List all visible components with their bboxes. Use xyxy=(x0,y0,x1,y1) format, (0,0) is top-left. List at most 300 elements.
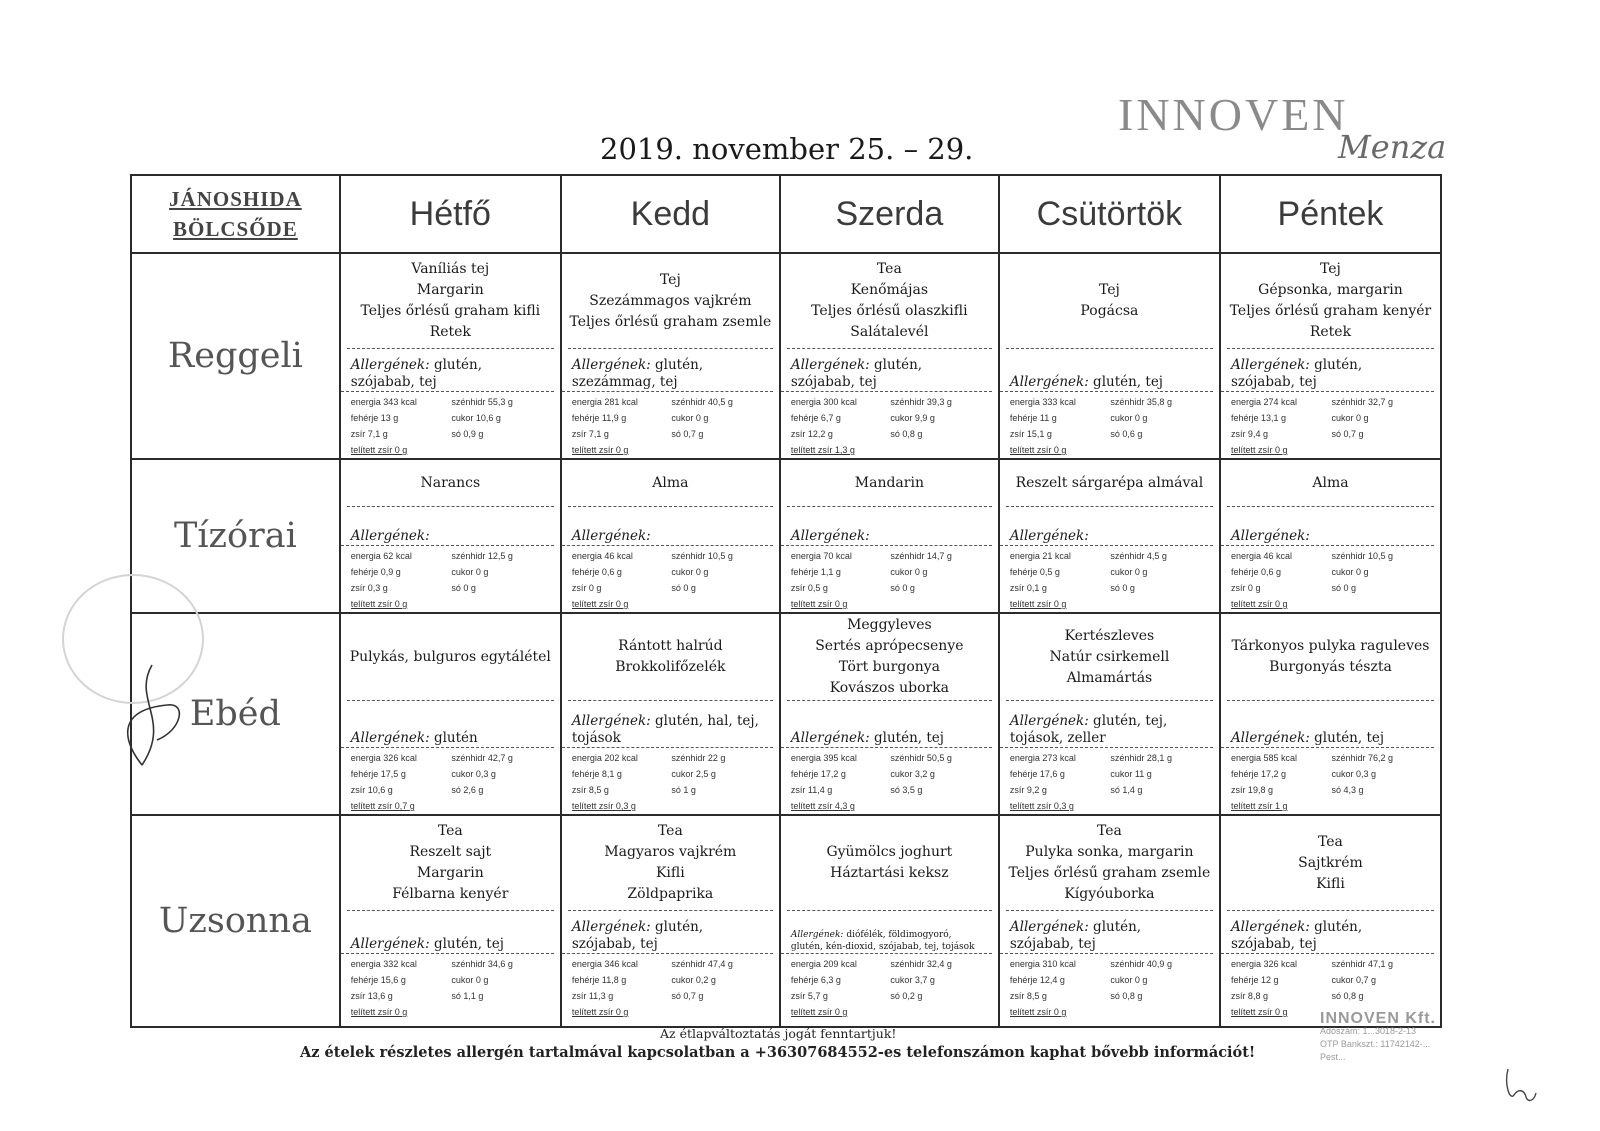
dish-item: Brokkolifőzelék xyxy=(615,659,726,675)
nutrition-zsir: zsír 8,8 g xyxy=(1230,991,1268,1001)
nutrition-telitett: telített zsír 0 g xyxy=(1009,1007,1067,1017)
dish-list xyxy=(1006,254,1213,349)
allergen-label: Allergének: xyxy=(571,919,651,935)
menu-cell xyxy=(561,815,780,1027)
dish-item: Zöldpaprika xyxy=(627,886,714,902)
dish-item: Tea xyxy=(657,823,683,839)
nutrition-telitett: telített zsír 4,3 g xyxy=(790,801,855,811)
menu-cell xyxy=(999,253,1220,459)
dish-list xyxy=(347,816,554,911)
allergen-label: Allergének: xyxy=(1230,730,1310,746)
dish-list xyxy=(1006,614,1213,701)
nutrition-telitett: telített zsír 0 g xyxy=(350,1007,408,1017)
nutrition-zsir: zsír 5,7 g xyxy=(790,991,828,1001)
nutrition-telitett: telített zsír 0 g xyxy=(1230,1007,1288,1017)
day-header-thursday: Csütörtök xyxy=(999,175,1220,253)
nutrition-facts xyxy=(781,392,998,458)
dish-item: Tej xyxy=(659,271,681,288)
allergen-list: glutén, szójabab, tej xyxy=(1230,919,1363,952)
nutrition-feherje: fehérje 11,9 g xyxy=(571,413,627,423)
nutrition-so: só 0,8 g xyxy=(1110,991,1143,1001)
allergen-info xyxy=(1221,701,1434,748)
nutrition-so: só 4,3 g xyxy=(1331,785,1364,795)
nutrition-energia: energia 585 kcal xyxy=(1230,753,1297,763)
nutrition-energia: energia 281 kcal xyxy=(571,397,638,407)
nutrition-feherje: fehérje 13 g xyxy=(350,413,399,423)
nutrition-szenhidrat: szénhidr 28,1 g xyxy=(1110,753,1172,763)
nutrition-feherje: fehérje 6,7 g xyxy=(790,413,841,423)
nutrition-so: só 2,6 g xyxy=(451,785,484,795)
allergen-info xyxy=(781,507,992,546)
allergen-info xyxy=(781,701,992,748)
nutrition-feherje: fehérje 15,6 g xyxy=(350,975,406,985)
dish-item: Alma xyxy=(652,474,689,491)
nutrition-cukor: cukor 0 g xyxy=(1331,413,1369,423)
nutrition-so: só 0 g xyxy=(671,583,696,593)
nutrition-telitett: telített zsír 0 g xyxy=(790,599,848,609)
dish-item: Teljes őrlésű graham kifli xyxy=(360,303,541,319)
company-stamp-city: Pest... xyxy=(1320,1052,1346,1062)
signature-icon xyxy=(112,660,202,770)
nutrition-energia: energia 310 kcal xyxy=(1009,959,1076,969)
dish-list xyxy=(568,816,773,911)
dish-list xyxy=(347,614,554,701)
allergen-label: Allergének: xyxy=(350,730,430,746)
nutrition-zsir: zsír 0,3 g xyxy=(350,583,388,593)
dish-item: Kifli xyxy=(1316,875,1345,892)
nutrition-cukor: cukor 0 g xyxy=(1331,567,1369,577)
nutrition-feherje: fehérje 8,1 g xyxy=(571,769,622,779)
dish-item: Margarin xyxy=(416,865,484,881)
nutrition-so: só 0 g xyxy=(890,583,915,593)
dish-item: Tea xyxy=(1096,823,1122,839)
nutrition-so: só 0,7 g xyxy=(671,991,704,1001)
meal-label: Reggeli xyxy=(131,253,340,459)
nutrition-szenhidrat: szénhidr 22 g xyxy=(671,753,726,763)
dish-item: Retek xyxy=(1309,324,1352,340)
dish-item: Meggyleves xyxy=(847,617,932,633)
nutrition-cukor: cukor 0 g xyxy=(890,567,928,577)
allergen-list: glutén, szójabab, tej xyxy=(571,919,704,952)
nutrition-szenhidrat: szénhidr 14,7 g xyxy=(890,551,952,561)
dish-item: Natúr csirkemell xyxy=(1049,648,1170,665)
nutrition-facts xyxy=(1221,546,1440,612)
nutrition-cukor: cukor 3,2 g xyxy=(890,769,935,779)
menu-cell xyxy=(340,253,561,459)
nutrition-so: só 0,8 g xyxy=(890,429,923,439)
nutrition-cukor: cukor 0 g xyxy=(671,567,709,577)
nutrition-zsir: zsír 0 g xyxy=(571,583,602,593)
nutrition-zsir: zsír 0,5 g xyxy=(790,583,828,593)
day-header-tuesday: Kedd xyxy=(561,175,780,253)
dish-item: Tea xyxy=(437,823,463,839)
dish-item: Tea xyxy=(876,261,902,277)
nutrition-so: só 1,4 g xyxy=(1110,785,1143,795)
nutrition-so: só 0,2 g xyxy=(890,991,923,1001)
allergen-label: Allergének: xyxy=(571,357,651,373)
nutrition-zsir: zsír 0 g xyxy=(1230,583,1261,593)
menu-cell xyxy=(561,459,780,613)
allergen-label: Allergének: xyxy=(1230,919,1310,935)
allergen-list: glutén, hal, tej, tojások xyxy=(571,713,759,746)
nutrition-zsir: zsír 15,1 g xyxy=(1009,429,1052,439)
nutrition-energia: energia 209 kcal xyxy=(790,959,857,969)
nutrition-cukor: cukor 0 g xyxy=(671,413,709,423)
nutrition-facts xyxy=(1000,392,1219,458)
allergen-list: glutén, tej xyxy=(1093,374,1163,390)
dish-item: Gyümölcs joghurt xyxy=(826,844,953,860)
nutrition-telitett: telített zsír 0 g xyxy=(571,599,629,609)
nutrition-zsir: zsír 7,1 g xyxy=(350,429,388,439)
nutrition-energia: energia 326 kcal xyxy=(350,753,417,763)
menu-cell xyxy=(340,613,561,815)
allergen-info xyxy=(341,911,554,954)
allergen-contact-info: Az ételek részletes allergén tartalmával kapcsolatban a +36307684552-es telefonszámon kaphat bővebb információt! xyxy=(300,1044,1256,1061)
nutrition-telitett: telített zsír 1,3 g xyxy=(790,445,855,455)
nutrition-energia: energia 46 kcal xyxy=(1230,551,1292,561)
allergen-info xyxy=(1221,911,1434,954)
nutrition-energia: energia 46 kcal xyxy=(571,551,633,561)
nutrition-zsir: zsír 7,1 g xyxy=(571,429,609,439)
nutrition-zsir: zsír 8,5 g xyxy=(1009,991,1047,1001)
dish-item: Reszelt sárgarépa almával xyxy=(1015,474,1204,491)
nutrition-so: só 3,5 g xyxy=(890,785,923,795)
dish-item: Burgonyás tészta xyxy=(1269,659,1392,675)
dish-list xyxy=(347,254,554,349)
nursery-name-line2: BÖLCSŐDE xyxy=(173,217,298,241)
nutrition-energia: energia 326 kcal xyxy=(1230,959,1297,969)
allergen-label: Allergének: xyxy=(571,713,651,729)
dish-item: Kovászos uborka xyxy=(829,680,950,696)
dish-item: Mandarin xyxy=(854,474,924,491)
nutrition-energia: energia 202 kcal xyxy=(571,753,638,763)
menu-cell xyxy=(340,815,561,1027)
dish-item: Tej xyxy=(1098,282,1120,298)
nutrition-energia: energia 333 kcal xyxy=(1009,397,1076,407)
menu-cell xyxy=(780,253,999,459)
nutrition-feherje: fehérje 6,3 g xyxy=(790,975,841,985)
nutrition-so: só 0,7 g xyxy=(1331,429,1364,439)
dish-item: Sertés aprópecsenye xyxy=(815,638,964,654)
nutrition-szenhidrat: szénhidr 35,8 g xyxy=(1110,397,1172,407)
meal-label: Ebéd xyxy=(131,613,340,815)
dish-item: Alma xyxy=(1312,474,1349,491)
nutrition-szenhidrat: szénhidr 34,6 g xyxy=(451,959,513,969)
nutrition-zsir: zsír 10,6 g xyxy=(350,785,393,795)
dish-item: Teljes őrlésű graham zsemle xyxy=(1008,865,1211,881)
dish-list xyxy=(1227,614,1434,701)
nutrition-feherje: fehérje 17,2 g xyxy=(1230,769,1286,779)
allergen-info xyxy=(341,349,554,392)
allergen-label: Allergének: xyxy=(1009,374,1089,390)
dish-item: Almamártás xyxy=(1066,669,1153,686)
nutrition-cukor: cukor 2,5 g xyxy=(671,769,716,779)
nutrition-telitett: telített zsír 0 g xyxy=(1009,445,1067,455)
allergen-label: Allergének: xyxy=(790,730,870,746)
dish-item: Kifli xyxy=(655,865,685,881)
nutrition-szenhidrat: szénhidr 39,3 g xyxy=(890,397,952,407)
nutrition-zsir: zsír 19,8 g xyxy=(1230,785,1273,795)
nutrition-cukor: cukor 0 g xyxy=(1110,567,1148,577)
nutrition-energia: energia 21 kcal xyxy=(1009,551,1071,561)
nutrition-facts xyxy=(341,546,560,612)
nutrition-szenhidrat: szénhidr 47,4 g xyxy=(671,959,733,969)
nutrition-facts xyxy=(562,748,779,814)
dish-item: Gépsonka, margarin xyxy=(1258,282,1403,298)
nutrition-szenhidrat: szénhidr 55,3 g xyxy=(451,397,513,407)
nutrition-cukor: cukor 0 g xyxy=(1110,975,1148,985)
nutrition-energia: energia 332 kcal xyxy=(350,959,417,969)
nutrition-facts xyxy=(562,546,779,612)
menu-cell xyxy=(780,613,999,815)
nutrition-cukor: cukor 9,9 g xyxy=(890,413,935,423)
nutrition-so: só 0,8 g xyxy=(1331,991,1364,1001)
dish-list xyxy=(568,254,773,349)
innoven-logo xyxy=(1118,84,1458,164)
nutrition-facts xyxy=(562,954,779,1020)
menu-cell xyxy=(999,459,1220,613)
allergen-label: Allergének: xyxy=(571,528,651,544)
nutrition-cukor: cukor 10,6 g xyxy=(451,413,501,423)
nutrition-zsir: zsír 13,6 g xyxy=(350,991,393,1001)
dish-item: Tej xyxy=(1320,261,1341,277)
allergen-info xyxy=(562,701,773,748)
dish-list xyxy=(568,460,773,507)
allergen-list: glutén xyxy=(433,730,478,746)
dish-item: Szezámmagos vajkrém xyxy=(589,292,752,309)
allergen-label: Allergének: xyxy=(1230,357,1310,373)
allergen-info xyxy=(341,701,554,748)
company-stamp xyxy=(1320,1012,1530,1090)
nutrition-cukor: cukor 0 g xyxy=(451,567,489,577)
nutrition-telitett: telített zsír 0 g xyxy=(1009,599,1067,609)
allergen-info xyxy=(1000,349,1213,392)
nutrition-zsir: zsír 12,2 g xyxy=(790,429,833,439)
dish-list xyxy=(568,614,773,701)
nutrition-cukor: cukor 11 g xyxy=(1110,769,1152,779)
dish-item: Teljes őrlésű olaszkifli xyxy=(811,303,968,319)
dish-item: Tört burgonya xyxy=(838,659,941,675)
nutrition-telitett: telített zsír 0 g xyxy=(571,445,629,455)
dish-item: Pogácsa xyxy=(1080,303,1139,319)
dish-item: Tárkonyos pulyka raguleves xyxy=(1231,638,1430,654)
dish-list xyxy=(1227,460,1434,507)
nutrition-feherje: fehérje 11 g xyxy=(1009,413,1057,423)
dish-item: Tea xyxy=(1318,833,1343,850)
nutrition-feherje: fehérje 0,5 g xyxy=(1009,567,1060,577)
dish-item: Pulykás, bulguros egytálétel xyxy=(349,648,551,665)
company-stamp-tax: Adószám: 1...3018-2-13 xyxy=(1320,1026,1417,1036)
company-stamp-name: INNOVEN Kft. xyxy=(1320,1010,1436,1027)
nutrition-cukor: cukor 0 g xyxy=(451,975,489,985)
allergen-list: glutén, tej xyxy=(874,730,944,746)
allergen-list: glutén, szezámmag, tej xyxy=(571,357,704,390)
nutrition-facts xyxy=(1221,748,1440,814)
dish-item: Kenőmájas xyxy=(850,282,929,298)
nutrition-feherje: fehérje 12,4 g xyxy=(1009,975,1065,985)
dish-item: Kígyóuborka xyxy=(1064,886,1155,902)
nutrition-energia: energia 346 kcal xyxy=(571,959,638,969)
allergen-info xyxy=(1221,349,1434,392)
dish-list xyxy=(1227,816,1434,911)
dish-list xyxy=(1006,460,1213,507)
allergen-list: glutén, tej xyxy=(1314,730,1385,746)
nutrition-energia: energia 62 kcal xyxy=(350,551,412,561)
nursery-name xyxy=(131,175,340,253)
allergen-label: Allergének: xyxy=(1009,713,1089,729)
allergen-label: Allergének: xyxy=(350,357,430,373)
allergen-list: glutén, szójabab, tej xyxy=(1009,919,1142,952)
nutrition-zsir: zsír 9,4 g xyxy=(1230,429,1268,439)
nutrition-facts xyxy=(341,748,560,814)
nutrition-facts xyxy=(1000,748,1219,814)
nutrition-telitett: telített zsír 0 g xyxy=(790,1007,848,1017)
nutrition-facts xyxy=(781,546,998,612)
nutrition-szenhidrat: szénhidr 10,5 g xyxy=(671,551,733,561)
nutrition-feherje: fehérje 1,1 g xyxy=(790,567,841,577)
nutrition-telitett: telített zsír 0 g xyxy=(350,445,408,455)
allergen-info xyxy=(781,349,992,392)
nutrition-szenhidrat: szénhidr 10,5 g xyxy=(1331,551,1394,561)
allergen-info xyxy=(562,349,773,392)
nutrition-cukor: cukor 0,7 g xyxy=(1331,975,1376,985)
nutrition-zsir: zsír 11,4 g xyxy=(790,785,833,795)
nutrition-telitett: telített zsír 0 g xyxy=(571,1007,629,1017)
nutrition-feherje: fehérje 12 g xyxy=(1230,975,1279,985)
allergen-label: Allergének: xyxy=(790,357,870,373)
allergen-info xyxy=(562,911,773,954)
logo-name: INNOVEN xyxy=(1118,89,1349,140)
allergen-label: Allergének: xyxy=(350,936,430,952)
nutrition-szenhidrat: szénhidr 50,5 g xyxy=(890,753,952,763)
meal-row xyxy=(131,815,1441,1027)
nutrition-szenhidrat: szénhidr 42,7 g xyxy=(451,753,513,763)
menu-cell xyxy=(1220,253,1441,459)
weekly-menu-table xyxy=(130,174,1442,1028)
allergen-info xyxy=(1000,507,1213,546)
dish-item: Teljes őrlésű graham kenyér xyxy=(1229,303,1432,319)
nutrition-feherje: fehérje 13,1 g xyxy=(1230,413,1286,423)
dish-item: Salátalevél xyxy=(850,324,929,340)
nutrition-feherje: fehérje 17,6 g xyxy=(1009,769,1065,779)
company-stamp-bank: OTP Bankszt.: 11742142-... xyxy=(1320,1039,1431,1049)
menu-date-title: 2019. november 25. – 29. xyxy=(600,132,974,166)
nutrition-energia: energia 274 kcal xyxy=(1230,397,1297,407)
nutrition-facts xyxy=(1000,954,1219,1020)
nutrition-cukor: cukor 0,2 g xyxy=(671,975,716,985)
allergen-list: glutén, szójabab, tej xyxy=(350,357,483,390)
day-header-friday: Péntek xyxy=(1220,175,1441,253)
allergen-info xyxy=(781,911,992,954)
nutrition-zsir: zsír 8,5 g xyxy=(571,785,609,795)
nutrition-szenhidrat: szénhidr 40,9 g xyxy=(1110,959,1172,969)
meal-row xyxy=(131,459,1441,613)
nutrition-szenhidrat: szénhidr 32,4 g xyxy=(890,959,952,969)
nutrition-facts xyxy=(1221,392,1440,458)
dish-list xyxy=(347,460,554,507)
nutrition-feherje: fehérje 17,5 g xyxy=(350,769,406,779)
nutrition-zsir: zsír 0,1 g xyxy=(1009,583,1047,593)
dish-item: Teljes őrlésű graham zsemle xyxy=(569,313,772,330)
nutrition-feherje: fehérje 11,8 g xyxy=(571,975,627,985)
nutrition-so: só 1 g xyxy=(671,785,696,795)
nutrition-telitett: telített zsír 1 g xyxy=(1230,801,1288,811)
nutrition-so: só 0,7 g xyxy=(671,429,704,439)
allergen-list: glutén, szójabab, tej xyxy=(1230,357,1363,390)
nutrition-energia: energia 300 kcal xyxy=(790,397,857,407)
menu-cell xyxy=(1220,815,1441,1027)
menu-change-notice: Az étlapváltoztatás jogát fenntartjuk! xyxy=(660,1026,897,1041)
dish-item: Kertészleves xyxy=(1064,627,1155,644)
allergen-label: Allergének: xyxy=(350,528,430,544)
nutrition-energia: energia 395 kcal xyxy=(790,753,857,763)
dish-item: Retek xyxy=(429,324,471,340)
nutrition-szenhidrat: szénhidr 76,2 g xyxy=(1331,753,1394,763)
allergen-list: glutén, tej, tojások, zeller xyxy=(1009,713,1168,746)
allergen-list: glutén, szójabab, tej xyxy=(790,357,923,390)
nutrition-feherje: fehérje 0,6 g xyxy=(571,567,622,577)
nutrition-szenhidrat: szénhidr 47,1 g xyxy=(1331,959,1394,969)
nutrition-cukor: cukor 0,3 g xyxy=(1331,769,1376,779)
nutrition-energia: energia 70 kcal xyxy=(790,551,852,561)
menu-cell xyxy=(561,613,780,815)
dish-item: Narancs xyxy=(420,474,481,491)
nutrition-so: só 0 g xyxy=(1110,583,1135,593)
allergen-label: Allergének: xyxy=(790,528,870,544)
allergen-label: Allergének: xyxy=(1009,528,1089,544)
nutrition-energia: energia 273 kcal xyxy=(1009,753,1076,763)
nutrition-telitett: telített zsír 0,7 g xyxy=(350,801,415,811)
nutrition-facts xyxy=(1000,546,1219,612)
nutrition-feherje: fehérje 17,2 g xyxy=(790,769,846,779)
nutrition-facts xyxy=(341,392,560,458)
nutrition-telitett: telített zsír 0,3 g xyxy=(1009,801,1074,811)
dish-list xyxy=(787,254,992,349)
menu-cell xyxy=(999,815,1220,1027)
dish-list xyxy=(1227,254,1434,349)
dish-item: Pulyka sonka, margarin xyxy=(1025,844,1194,860)
header-row xyxy=(131,175,1441,253)
allergen-info xyxy=(341,507,554,546)
nutrition-szenhidrat: szénhidr 12,5 g xyxy=(451,551,513,561)
allergen-list: diófélék, földimogyoró, glutén, kén-dioxid, szójabab, tej, tojások xyxy=(790,930,975,952)
dish-item: Vaníliás tej xyxy=(411,261,490,277)
meal-row xyxy=(131,613,1441,815)
meal-row xyxy=(131,253,1441,459)
dish-list xyxy=(787,816,992,911)
allergen-label: Allergének: xyxy=(1230,528,1310,544)
dish-list xyxy=(1006,816,1213,911)
allergen-label: Allergének: xyxy=(790,930,844,940)
nutrition-zsir: zsír 11,3 g xyxy=(571,991,614,1001)
logo-sub: Menza xyxy=(1338,128,1447,166)
dish-item: Háztartási keksz xyxy=(830,865,949,881)
nutrition-feherje: fehérje 0,9 g xyxy=(350,567,401,577)
nutrition-szenhidrat: szénhidr 40,5 g xyxy=(671,397,733,407)
nutrition-cukor: cukor 0,3 g xyxy=(451,769,496,779)
allergen-info xyxy=(1221,507,1434,546)
nutrition-so: só 0,9 g xyxy=(451,429,484,439)
nutrition-telitett: telített zsír 0,3 g xyxy=(571,801,636,811)
dish-item: Félbarna kenyér xyxy=(392,886,509,902)
dish-item: Reszelt sajt xyxy=(409,844,492,860)
nutrition-telitett: telített zsír 0 g xyxy=(1230,599,1288,609)
nutrition-szenhidrat: szénhidr 4,5 g xyxy=(1110,551,1167,561)
nutrition-szenhidrat: szénhidr 32,7 g xyxy=(1331,397,1394,407)
allergen-info xyxy=(1000,701,1213,748)
menu-cell xyxy=(780,815,999,1027)
nutrition-so: só 0 g xyxy=(1331,583,1356,593)
